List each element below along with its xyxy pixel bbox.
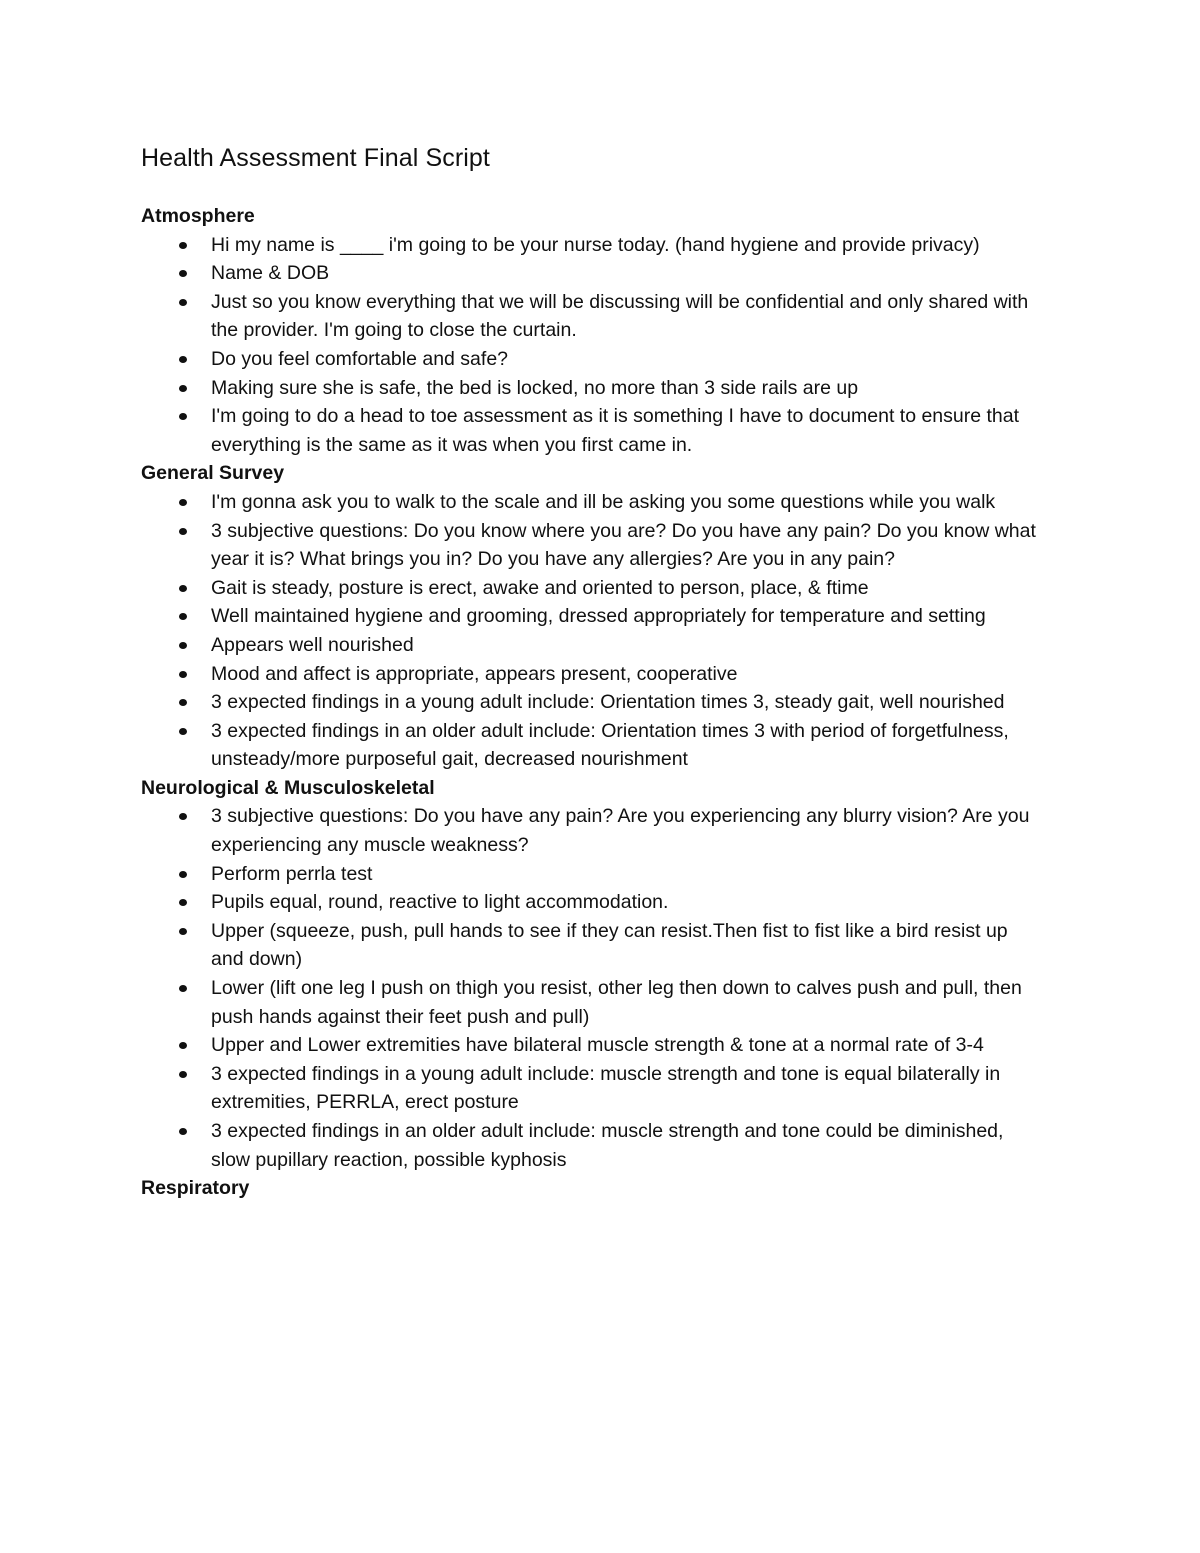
list-item-text: Perform perrla test (211, 862, 373, 885)
bullet-icon (179, 985, 187, 992)
section-heading: Atmosphere (141, 205, 255, 227)
list-item-text: 3 subjective questions: Do you have any pain? Are you experiencing any blurry vision? Are you experiencing any muscle weakness? (211, 805, 1030, 857)
list-item (141, 660, 1041, 689)
bullet-list (141, 488, 1041, 774)
list-item (141, 488, 1041, 517)
bullet-icon (179, 699, 187, 706)
list-item-text: 3 expected findings in a young adult include: Orientation times 3, steady gait, well nourished (211, 691, 1005, 714)
bullet-icon (179, 613, 187, 620)
bullet-list (141, 802, 1041, 1174)
list-item-text: I'm gonna ask you to walk to the scale and ill be asking you some questions while you walk (211, 490, 996, 513)
bullet-icon (179, 813, 187, 820)
bullet-icon (179, 642, 187, 649)
list-item-text: Hi my name is ____ i'm going to be your nurse today. (hand hygiene and provide privacy) (211, 233, 980, 256)
list-item (141, 259, 1041, 288)
list-item (141, 517, 1041, 574)
bullet-icon (179, 928, 187, 935)
list-item (141, 688, 1041, 717)
list-item-text: I'm going to do a head to toe assessment as it is something I have to document to ensure that everything is the same as it was when you first came in. (211, 405, 1020, 456)
list-item (141, 231, 1041, 260)
list-item-text: Upper and Lower extremities have bilateral muscle strength & tone at a normal rate of 3-4 (211, 1034, 984, 1057)
list-item (141, 802, 1041, 859)
bullet-icon (179, 385, 187, 392)
list-item-text: 3 expected findings in an older adult include: Orientation times 3 with period of forgetfulness, unsteady/more purposeful gait, decreased nourishment (211, 719, 1009, 771)
list-item (141, 860, 1041, 889)
bullet-icon (179, 1071, 187, 1078)
list-item-text: 3 subjective questions: Do you know where you are? Do you have any pain? Do you know what year it is? What brings you in? Do you have any allergies? Are you in any pain? (211, 519, 1036, 571)
bullet-list (141, 231, 1041, 460)
list-item (141, 602, 1041, 631)
section-respiratory (141, 1174, 1041, 1203)
bullet-icon (179, 585, 187, 592)
list-item-text: Lower (lift one leg I push on thigh you resist, other leg then down to calves push and pull, then push hands against their feet push and pull) (211, 977, 1022, 1028)
list-item (141, 374, 1041, 403)
bullet-icon (179, 242, 187, 249)
bullet-icon (179, 1042, 187, 1049)
list-item (141, 288, 1041, 345)
list-item-text: Mood and affect is appropriate, appears present, cooperative (211, 662, 738, 685)
bullet-icon (179, 671, 187, 678)
list-item (141, 888, 1041, 917)
list-item (141, 917, 1041, 974)
list-item-text: Just so you know everything that we will be discussing will be confidential and only shared with the provider. I'm going to close the curtain. (211, 290, 1029, 342)
list-item-text: Gait is steady, posture is erect, awake and oriented to person, place, & ftime (211, 576, 869, 599)
list-item (141, 717, 1041, 774)
bullet-icon (179, 899, 187, 906)
title-spacer (141, 176, 1041, 202)
list-item-text: Upper (squeeze, push, pull hands to see if they can resist.Then fist to fist like a bird resist up and down) (211, 919, 1008, 971)
section-general-survey (141, 459, 1041, 774)
list-item (141, 1117, 1041, 1174)
bullet-icon (179, 270, 187, 277)
bullet-icon (179, 299, 187, 306)
list-item-text: Appears well nourished (211, 633, 414, 656)
list-item-text: Pupils equal, round, reactive to light accommodation. (211, 891, 669, 914)
bullet-icon (179, 413, 187, 420)
document-page (141, 140, 1041, 1203)
list-item (141, 631, 1041, 660)
list-item (141, 1060, 1041, 1117)
list-item-text: Well maintained hygiene and grooming, dressed appropriately for temperature and setting (211, 605, 986, 628)
bullet-icon (179, 499, 187, 506)
list-item (141, 574, 1041, 603)
list-item (141, 402, 1041, 459)
bullet-icon (179, 528, 187, 535)
section-neurological-musculoskeletal (141, 774, 1041, 1174)
section-atmosphere (141, 202, 1041, 459)
document-title: Health Assessment Final Script (141, 144, 490, 172)
list-item-text: Do you feel comfortable and safe? (211, 347, 509, 370)
list-item (141, 1031, 1041, 1060)
list-item-text: Name & DOB (211, 262, 330, 285)
list-item (141, 345, 1041, 374)
list-item (141, 974, 1041, 1031)
list-item-text: Making sure she is safe, the bed is locked, no more than 3 side rails are up (211, 376, 859, 399)
bullet-icon (179, 871, 187, 878)
section-heading: Respiratory (141, 1177, 250, 1200)
list-item-text: 3 expected findings in an older adult include: muscle strength and tone could be diminished, slow pupillary reaction, possible kyphosis (211, 1120, 1004, 1171)
bullet-icon (179, 728, 187, 735)
section-heading: General Survey (141, 462, 285, 485)
bullet-icon (179, 1128, 187, 1135)
list-item-text: 3 expected findings in a young adult include: muscle strength and tone is equal bilaterally in extremities, PERRLA, erect posture (211, 1062, 1001, 1114)
bullet-icon (179, 356, 187, 363)
section-heading: Neurological & Musculoskeletal (141, 776, 435, 799)
